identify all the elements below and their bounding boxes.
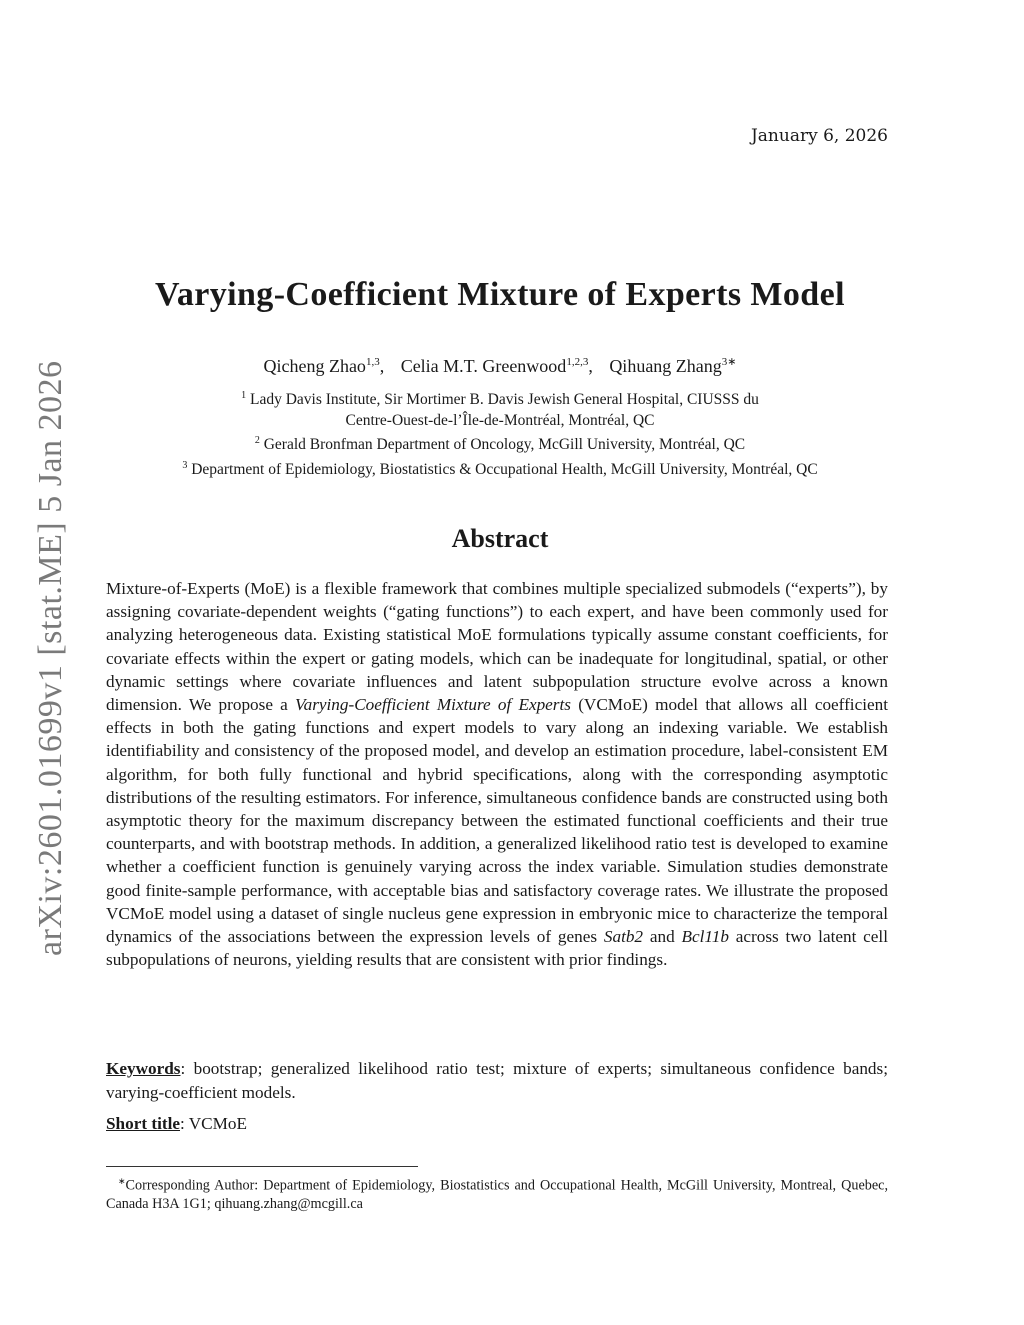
footnote: ∗Corresponding Author: Department of Epidemiology, Biostatistics and Occupational Health, McGill University, Montreal, Quebec, Canada H3A 1G1; qihuang.zhang@mcgill.ca	[106, 1176, 888, 1212]
author: Qicheng Zhao$^{1,3}$,	[263, 356, 385, 376]
author: Qihuang Zhang$^{3∗}$	[609, 356, 737, 376]
affiliation: $^3$ Department of Epidemiology, Biostatistics & Occupational Health, McGill University, Montréal, QC	[182, 459, 818, 478]
short-title: Short title: VCMoE	[106, 1114, 248, 1133]
keywords: Keywords: bootstrap; generalized likelihood ratio test; mixture of experts; simultaneous confidence bands; varying-coefficient models.	[106, 1059, 888, 1102]
short-title-label: Short title	[106, 1114, 180, 1133]
author-list	[0, 355, 1000, 377]
affiliation: $^2$ Gerald Bronfman Department of Oncology, McGill University, Montréal, QC	[254, 435, 746, 454]
affiliation: $^1$ Lady Davis Institute, Sir Mortimer B. Davis Jewish General Hospital, CIUSSS du	[241, 390, 759, 409]
arxiv-stamp: arXiv:2601.01699v1 [stat.ME] 5 Jan 2026	[32, 360, 69, 956]
abstract-heading: Abstract	[451, 524, 549, 553]
author: Celia M.T. Greenwood$^{1,2,3}$,	[400, 356, 593, 376]
paper-title: Varying-Coefficient Mixture of Experts Model	[155, 276, 845, 313]
keywords-label: Keywords	[106, 1059, 181, 1078]
date: January 6, 2026	[750, 126, 888, 146]
footnote-divider	[106, 1166, 418, 1167]
affiliation-continued: Centre-Ouest-de-l’Île-de-Montréal, Montréal, QC	[345, 411, 655, 429]
affiliations	[0, 386, 1000, 480]
abstract-text: Mixture-of-Experts (MoE) is a flexible framework that combines multiple specialized submodels (“experts”), by assigning covariate-dependent weights (“gating functions”) to each expert, and have been commonly used for analyzing heterogeneous data. Existing statistical MoE formulations typically assume constant coefficients, for covariate effects within the expert or gating models, which can be inadequate for longitudinal, spatial, or other dynamic settings where covariate influences and latent subpopulation structure evolve across a known dimension. We propose a Varying-Coefficient Mixture of Experts (VCMoE) model that allows all coefficient effects in both the gating functions and expert models to vary along an indexing variable. We establish identifiability and consistency of the proposed model, and develop an estimation procedure, label-consistent EM algorithm, for both fully functional and hybrid specifications, along with the corresponding asymptotic distributions of the resulting estimators. For inference, simultaneous confidence bands are constructed using both asymptotic theory for the maximum discrepancy between the estimated functional coefficients and their true counterparts, and with bootstrap methods. In addition, a generalized likelihood ratio test is developed to examine whether a coefficient function is genuinely varying across the index variable. Simulation studies demonstrate good finite-sample performance, with acceptable bias and satisfactory coverage rates. We illustrate the proposed VCMoE model using a dataset of single nucleus gene expression in embryonic mice to characterize the temporal dynamics of the associations between the expression levels of genes Satb2 and Bcl11b across two latent cell subpopulations of neurons, yielding results that are consistent with prior findings.	[106, 579, 888, 970]
